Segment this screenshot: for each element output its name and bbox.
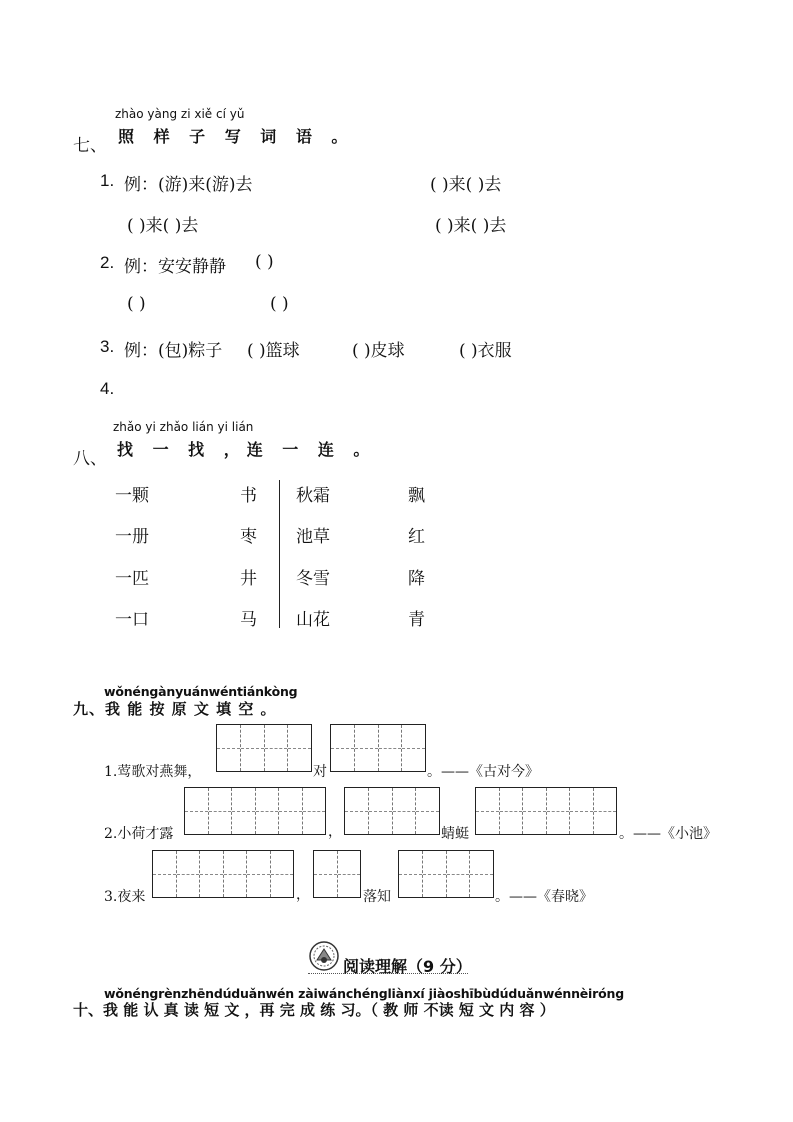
- s8-right-match-1[interactable]: 飘: [408, 486, 425, 506]
- s7-item1-blank-2: ( )来( )去: [127, 216, 199, 236]
- s7-number: 七、: [73, 136, 107, 156]
- s8-left-word-4[interactable]: 一口: [115, 610, 149, 630]
- s7-item2-example: 例：安安静静: [124, 257, 226, 277]
- s9-line2-comma: ，: [328, 824, 342, 840]
- s9-line3-mid: 落知: [363, 889, 391, 905]
- s7-item2-blank-3: ( ): [270, 294, 289, 314]
- s8-divider: [279, 480, 280, 628]
- s7-item1-blank-3: ( )来( )去: [435, 216, 507, 236]
- s8-left-match-3[interactable]: 井: [240, 569, 257, 589]
- s9-line1-prefix: 1.莺歌对燕舞，: [104, 764, 202, 780]
- reading-badge-icon: [308, 940, 340, 972]
- s7-item1-blank-1: ( )来( )去: [430, 175, 502, 195]
- s8-number: 八、: [73, 449, 107, 469]
- s9-line1-grid-1[interactable]: [216, 724, 312, 772]
- s8-pinyin: zhǎo yi zhǎo lián yi lián: [113, 420, 254, 434]
- s10-title: 十、我 能 认 真 读 短 文 ，再 完 成 练 习。（ 教 师 不读 短 文 内 容 ）: [73, 1001, 555, 1019]
- s7-item3-blank-2: ( )皮球: [352, 341, 405, 361]
- s9-line2-mid: 蜻蜓: [441, 826, 469, 842]
- s7-item1-example: 例：(游)来(游)去: [124, 175, 253, 195]
- s7-item3-number: 3.: [100, 337, 115, 356]
- s8-right-match-3[interactable]: 降: [408, 569, 425, 589]
- s7-title: 照 样 子 写 词 语 。: [118, 127, 355, 146]
- s8-right-word-2[interactable]: 池草: [296, 527, 330, 547]
- s7-item2-blank-2: ( ): [127, 294, 146, 314]
- s8-right-word-1[interactable]: 秋霜: [296, 486, 330, 506]
- s8-left-word-2[interactable]: 一册: [115, 527, 149, 547]
- s8-left-word-1[interactable]: 一颗: [115, 486, 149, 506]
- s9-line2-source: 。——《小池》: [619, 826, 717, 842]
- s9-line1-mid: 对: [313, 764, 327, 780]
- s8-left-match-1[interactable]: 书: [240, 486, 257, 506]
- s8-left-match-2[interactable]: 枣: [240, 527, 257, 547]
- s9-line3-source: 。——《春晓》: [495, 889, 593, 905]
- s9-line2-prefix: 2.小荷才露: [104, 826, 174, 842]
- s7-item4-number: 4.: [100, 379, 115, 398]
- s9-pinyin: wǒnéngànyuánwéntiánkòng: [104, 684, 298, 699]
- s9-title: 九、我 能 按 原 文 填 空 。: [73, 700, 277, 718]
- s8-right-match-2[interactable]: 红: [408, 527, 425, 547]
- s7-item2-blank-1: ( ): [255, 252, 274, 272]
- s8-right-match-4[interactable]: 青: [408, 610, 425, 630]
- reading-heading: 阅读理解（9 分）: [343, 957, 472, 976]
- s7-item3-blank-1: ( )篮球: [247, 341, 300, 361]
- s8-right-word-3[interactable]: 冬雪: [296, 569, 330, 589]
- s9-line3-comma: ，: [296, 887, 310, 903]
- s8-left-match-4[interactable]: 马: [240, 610, 257, 630]
- s8-right-word-4[interactable]: 山花: [296, 610, 330, 630]
- s9-line3-grid-2[interactable]: [313, 850, 361, 898]
- s9-line1-grid-2[interactable]: [330, 724, 426, 772]
- s9-line2-grid-1[interactable]: [184, 787, 326, 835]
- s10-pinyin: wǒnéngrènzhēndúduǎnwén zàiwánchéngliànxí jiàoshībùdúduǎnwénnèiróng: [104, 986, 624, 1001]
- s8-left-word-3[interactable]: 一匹: [115, 569, 149, 589]
- s9-line1-source: 。——《古对今》: [427, 764, 539, 780]
- s9-line3-grid-3[interactable]: [398, 850, 494, 898]
- s7-pinyin: zhào yàng zi xiě cí yǔ: [115, 107, 245, 121]
- s9-line2-grid-2[interactable]: [344, 787, 440, 835]
- s7-item3-blank-3: ( )衣服: [459, 341, 512, 361]
- s8-title: 找 一 找 ，连 一 连 。: [117, 440, 377, 459]
- s9-line3-grid-1[interactable]: [152, 850, 294, 898]
- s7-item3-example: 例：(包)粽子: [124, 341, 223, 361]
- s9-line2-grid-3[interactable]: [475, 787, 617, 835]
- s7-item1-number: 1.: [100, 171, 115, 190]
- s9-line3-prefix: 3.夜来: [104, 889, 146, 905]
- s7-item2-number: 2.: [100, 253, 115, 272]
